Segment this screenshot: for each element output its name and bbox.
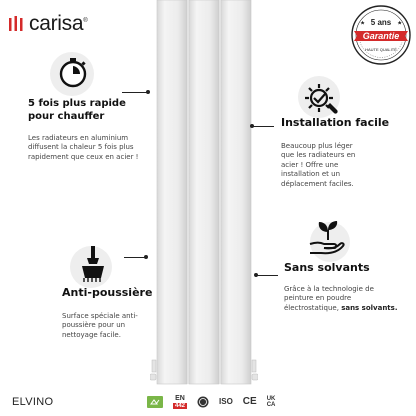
gear-wrench-icon	[300, 78, 340, 118]
leader-dot-dust	[144, 255, 148, 259]
feature-install-title: Installation facile	[281, 116, 390, 129]
leader-line-speed	[122, 92, 148, 93]
recycle-badge-icon	[147, 396, 163, 408]
radiator-image	[150, 0, 258, 416]
uk-cert-label: UK	[266, 396, 276, 402]
guarantee-badge	[350, 4, 412, 66]
plant-hand-icon	[306, 218, 350, 256]
ca-cert-label: CA	[266, 402, 276, 408]
badge-banner-text: Garantie	[362, 31, 400, 41]
feature-solvent-text-bold: sans solvants.	[341, 303, 398, 312]
leader-line-install	[252, 126, 274, 127]
en-cert-number: 442	[175, 403, 186, 409]
timer-icon	[56, 56, 90, 90]
feature-speed-text-line3: rapidement que ceux en acier !	[28, 152, 139, 161]
brand-name: carisa®	[29, 12, 88, 35]
feature-solvent-text-line2: peinture en poudre	[284, 294, 352, 303]
iso-cert: ISO	[219, 397, 233, 406]
feature-solvent	[284, 261, 414, 313]
feature-speed-text-line1: Les radiateurs en aluminium	[28, 134, 129, 142]
badge-top-text: 5 ans	[370, 18, 392, 27]
ce-cert: CE	[242, 396, 257, 407]
feature-solvent-text-line3: électrostatique,	[284, 303, 339, 312]
product-name: ELVINO	[12, 396, 54, 408]
leader-line-solvent	[256, 275, 278, 276]
carisa-logo-icon	[8, 15, 24, 33]
en-cert	[173, 395, 187, 409]
en-cert-label: EN	[175, 395, 185, 402]
feature-solvent-text-line1: Grâce à la technologie de	[284, 284, 374, 293]
feature-install-text-line2: que les radiateurs en	[281, 151, 356, 160]
leader-line-dust	[124, 257, 146, 258]
feature-install-text-line1: Beaucoup plus léger	[281, 141, 353, 150]
feature-install-text-line5: déplacement faciles.	[281, 179, 354, 188]
feature-speed-text-line2: diffusent la chaleur 5 fois plus	[28, 143, 134, 152]
feature-install	[281, 116, 411, 189]
feature-dust-text-line1: Surface spéciale anti-	[62, 311, 138, 320]
feature-speed-title-line2: pour chauffer	[28, 110, 105, 122]
feature-dust-text-line2: poussière pour un	[62, 321, 126, 330]
badge-bottom-text: HAUTE QUALITÉ	[365, 47, 397, 52]
brand-logo	[8, 10, 87, 38]
feature-speed	[28, 98, 148, 162]
quality-seal-icon	[197, 396, 209, 408]
feature-dust-title: Anti-poussière	[62, 286, 153, 299]
feature-solvent-title: Sans solvants	[284, 261, 370, 274]
feature-speed-title-line1: 5 fois plus rapide	[28, 98, 126, 109]
feature-install-text-line4: installation et un	[281, 170, 341, 179]
feature-dust-text-line3: nettoyage facile.	[62, 330, 121, 339]
feature-dust	[62, 286, 172, 340]
feature-install-text-line3: acier ! Offre une	[281, 160, 339, 169]
certifications-row	[147, 395, 275, 409]
ukca-cert	[267, 396, 276, 408]
duster-icon	[74, 244, 112, 284]
leader-dot-speed	[146, 90, 150, 94]
